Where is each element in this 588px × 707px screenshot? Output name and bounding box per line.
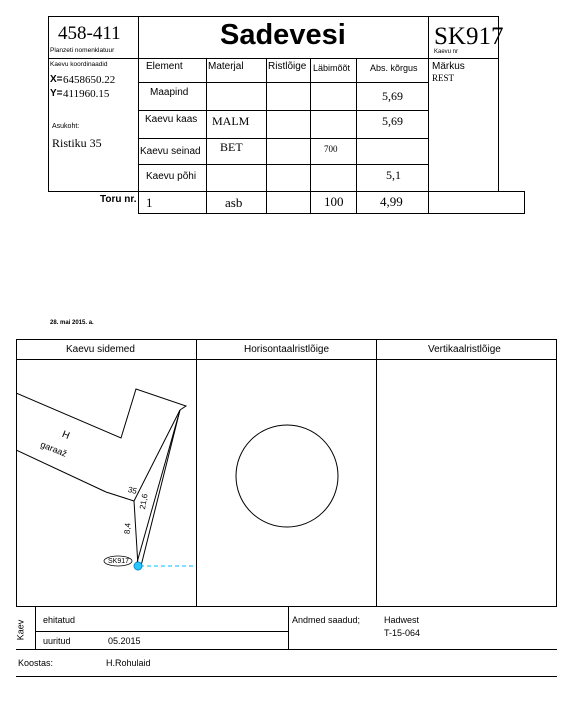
ties-sketch: [16, 360, 196, 606]
tie-line: [136, 410, 180, 566]
row-abs-height: 5,69: [382, 89, 403, 103]
koostas-label: Koostas:: [18, 658, 54, 668]
source-code: T-15-064: [384, 628, 421, 638]
tie-line: [134, 501, 138, 566]
well-card: [48, 16, 524, 214]
dim-label: 8,4: [122, 522, 133, 535]
x-label: X=: [50, 74, 63, 85]
row-material: MALM: [212, 114, 250, 128]
well-number-label: Kaevu nr: [434, 49, 459, 55]
pipe-number: 1: [146, 195, 153, 210]
building-outline: [16, 389, 186, 438]
nomenclature-number: 458-411: [58, 23, 121, 44]
building-label: garaaž: [39, 439, 69, 459]
col-remark: Märkus: [432, 61, 465, 72]
well-circle: [236, 425, 338, 527]
source-label: Andmed saadud;: [292, 615, 361, 625]
sketch-panel: [16, 339, 557, 607]
col-element: Element: [146, 61, 183, 72]
page-title: Sadevesi: [220, 19, 346, 51]
tie-line: [134, 410, 180, 501]
row-abs-height: 5,1: [386, 168, 401, 182]
location-value: Ristiku 35: [52, 136, 102, 150]
row-diameter: 700: [324, 144, 338, 154]
location-label: Asukoht:: [52, 123, 80, 130]
coords-label: Kaevu koordinaadid: [50, 61, 108, 68]
koostas-value: H.Rohulaid: [106, 658, 151, 668]
uuritud-label: uuritud: [43, 636, 71, 646]
dim-label: 21,6: [138, 493, 150, 510]
row-abs-height: 5,69: [382, 114, 403, 128]
row-element: Kaevu seinad: [140, 146, 201, 157]
building-letter: H: [60, 429, 72, 442]
footer: [16, 607, 557, 677]
tie-line: [141, 410, 180, 566]
dim-label: 35: [126, 485, 138, 496]
col-vertical-title: Vertikaalristlõige: [428, 344, 501, 355]
kaev-label: Kaev: [15, 619, 26, 641]
col-diameter: Läbimõõt: [313, 63, 351, 73]
row-element: Kaevu kaas: [145, 114, 198, 125]
x-value: 6458650.22: [63, 74, 116, 86]
y-value: 411960.15: [63, 88, 110, 100]
pipe-material: asb: [225, 195, 243, 210]
col-section: Ristlõige: [268, 61, 307, 72]
well-number: SK917: [434, 23, 504, 50]
col-material: Materjal: [208, 61, 244, 72]
document-date: 28. mai 2015. a.: [50, 320, 94, 326]
nomenclature-label: Planzeti nomenklatuur: [50, 47, 115, 54]
pipe-label: Toru nr.: [100, 194, 137, 205]
col-ties-title: Kaevu sidemed: [66, 344, 135, 355]
col-abs-height: Abs. kõrgus: [370, 63, 418, 73]
col-horizontal-title: Horisontaalristlõige: [244, 344, 330, 355]
pipe-abs-height: 4,99: [380, 194, 403, 209]
pipe-diameter: 100: [324, 194, 344, 209]
remark-value: REST: [432, 73, 455, 83]
row-material: BET: [220, 140, 243, 154]
row-element: Maapind: [150, 87, 189, 98]
ehitatud-label: ehitatud: [43, 615, 76, 625]
well-tag: SK917: [108, 558, 130, 565]
source-name: Hadwest: [384, 615, 420, 625]
y-label: Y=: [50, 88, 63, 99]
well-marker: [134, 562, 142, 570]
uuritud-value: 05.2015: [108, 636, 141, 646]
row-element: Kaevu põhi: [146, 171, 197, 182]
horizontal-section: [197, 360, 376, 606]
